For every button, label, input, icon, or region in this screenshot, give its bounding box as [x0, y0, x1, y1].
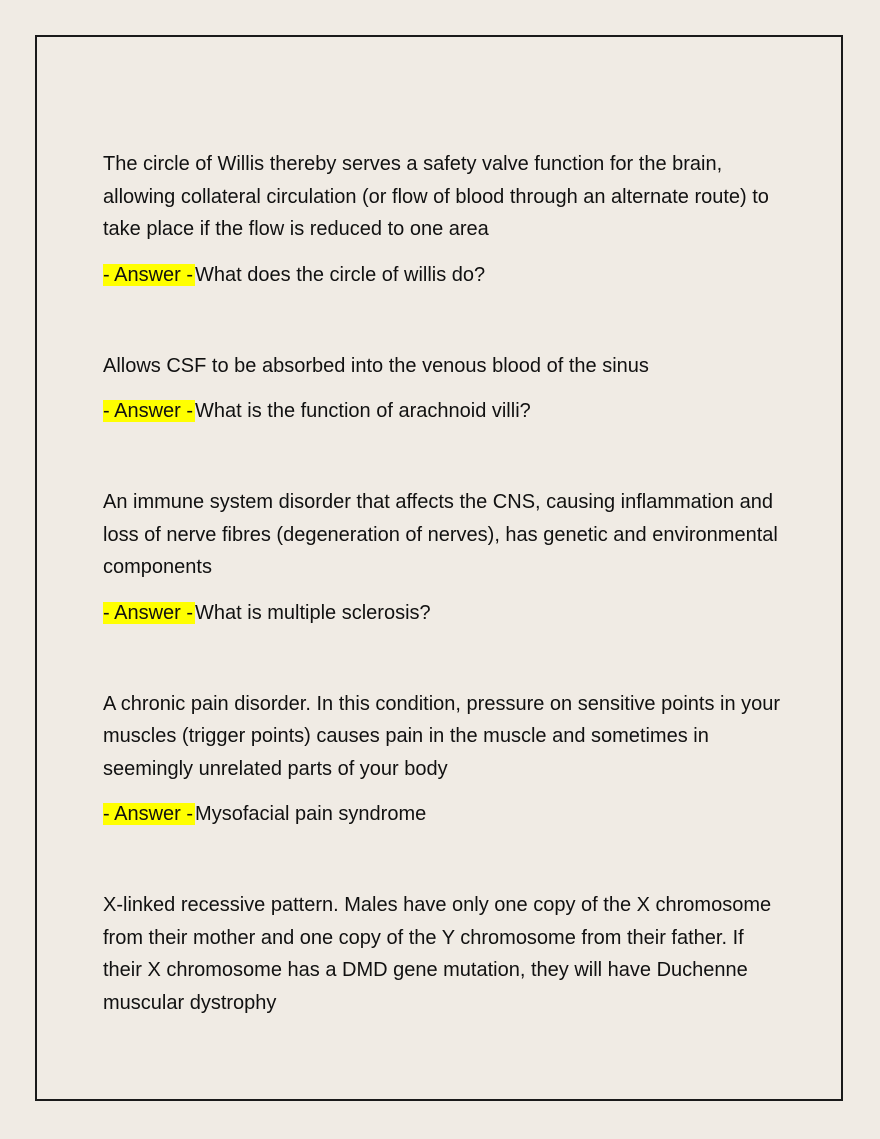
document-content — [103, 148, 783, 1019]
answer-label: - Answer - — [103, 601, 194, 624]
answer-label: - Answer - — [103, 803, 194, 825]
qa-entry — [103, 486, 783, 628]
answer-statement: Allows CSF to be absorbed into the venous blood of the sinus — [103, 354, 649, 377]
qa-entry — [103, 889, 783, 1019]
answer-label: - Answer - — [103, 400, 194, 422]
answer-statement: An immune system disorder that affects the CNS, causing inflammation and loss of nerve fibres (degeneration of nerves), has genetic and environmental components — [103, 491, 778, 578]
qa-entry — [103, 350, 783, 427]
question-text: What is multiple sclerosis? — [195, 601, 431, 624]
answer-statement: The circle of Willis thereby serves a safety valve function for the brain, allowing collateral circulation (or flow of blood through an alternate route) to take place if the flow is reduced to one area — [103, 153, 769, 240]
answer-line — [103, 260, 783, 290]
answer-line — [103, 799, 783, 829]
qa-entry — [103, 148, 783, 290]
qa-entry — [103, 688, 783, 830]
question-text: What is the function of arachnoid villi? — [195, 400, 531, 422]
answer-label: - Answer - — [103, 263, 194, 286]
answer-statement: A chronic pain disorder. In this condition, pressure on sensitive points in your muscles (trigger points) causes pain in the muscle and sometimes in seemingly unrelated parts of your body — [103, 692, 781, 780]
answer-line — [103, 598, 783, 628]
question-text: Mysofacial pain syndrome — [195, 803, 427, 825]
answer-statement: X-linked recessive pattern. Males have only one copy of the X chromosome from their mother and one copy of the Y chromosome from their father. If their X chromosome has a DMD gene mutation, they will have Duchenne muscular dystrophy — [103, 894, 772, 1014]
question-text: What does the circle of willis do? — [195, 263, 486, 286]
answer-line — [103, 396, 783, 426]
